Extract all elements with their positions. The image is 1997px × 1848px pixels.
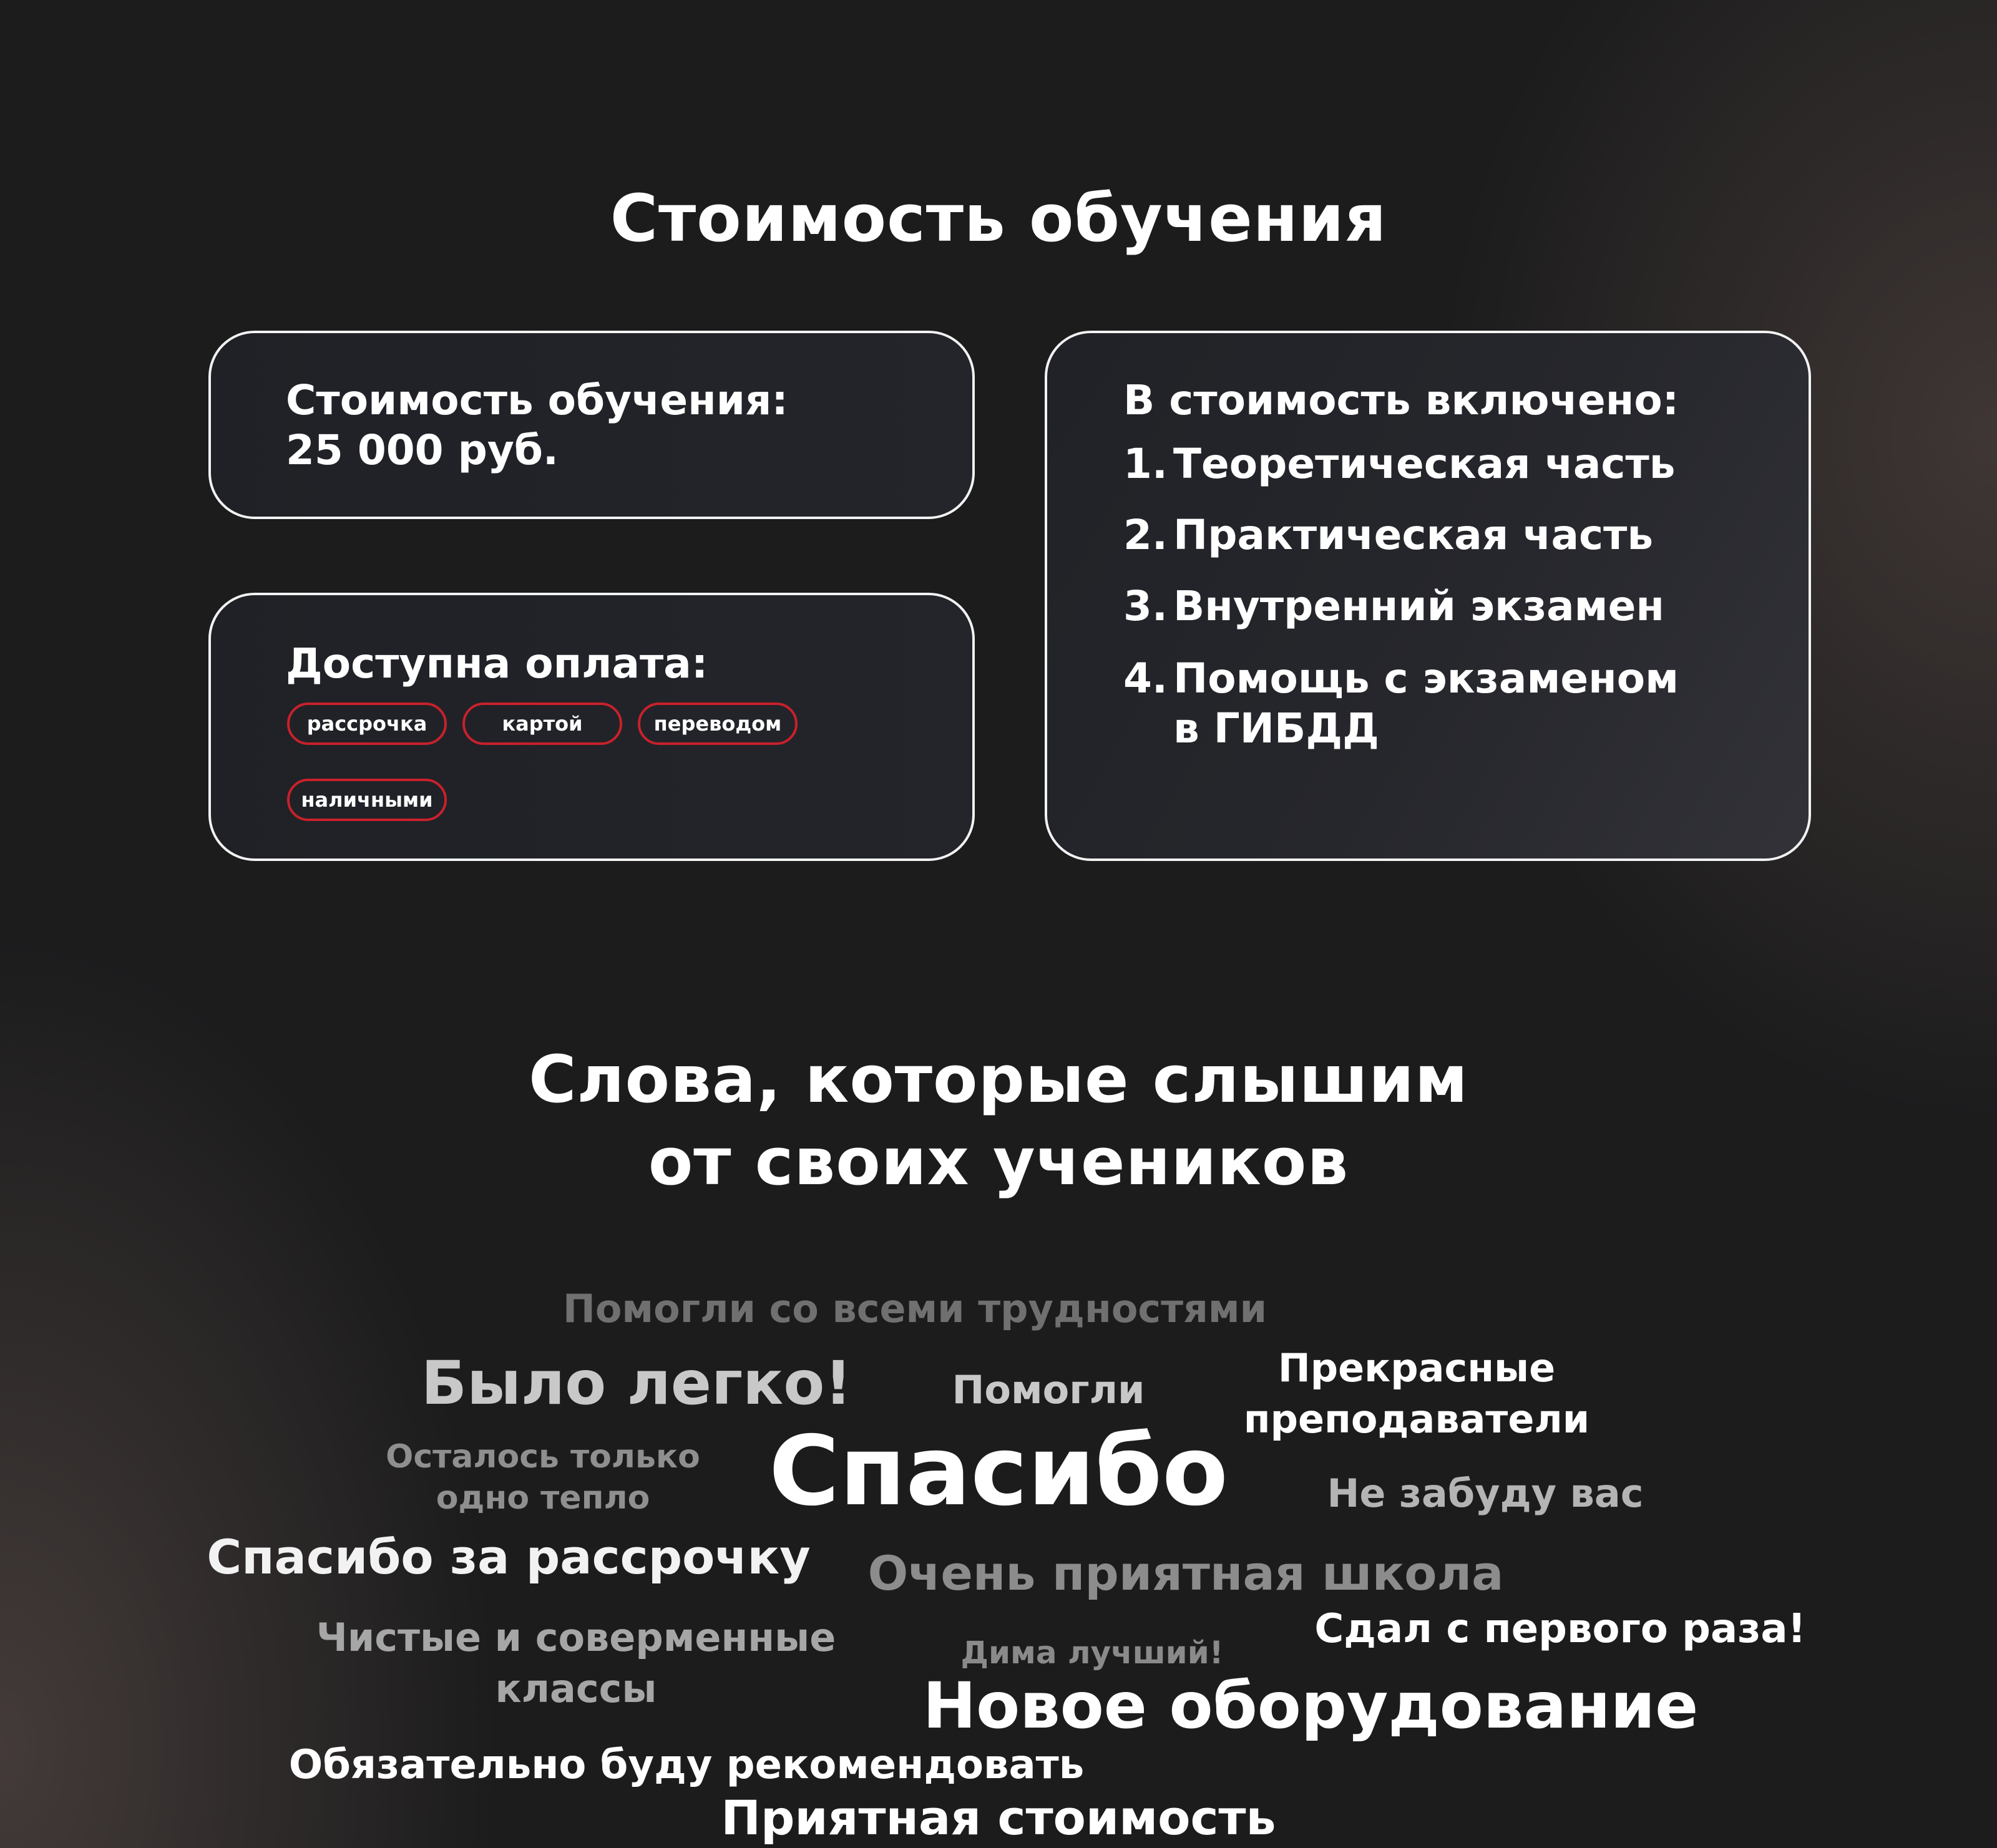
payment-chip-cash[interactable]: наличными <box>287 779 447 821</box>
review-word: Было легко! <box>421 1348 852 1418</box>
review-word-line2: преподаватели <box>1243 1396 1590 1442</box>
included-item <box>1123 654 1785 754</box>
included-item <box>1123 510 1785 560</box>
review-word: Спасибо за рассрочку <box>207 1529 811 1585</box>
payment-chip-installment[interactable]: рассрочка <box>287 703 447 745</box>
review-word: Помогли <box>952 1367 1145 1413</box>
price-card <box>208 331 975 519</box>
review-word <box>1211 1343 1623 1445</box>
review-word: Дима лучший! <box>960 1635 1224 1671</box>
payment-chip-transfer[interactable]: переводом <box>638 703 798 745</box>
review-word: Помогли со всеми трудностями <box>562 1286 1267 1331</box>
included-item-label-line1: Помощь с экзаменом <box>1173 654 1679 703</box>
review-word: Новое оборудование <box>922 1669 1699 1743</box>
review-word-line2: классы <box>495 1666 657 1711</box>
included-item-label: Практическая часть <box>1173 511 1654 559</box>
included-item <box>1123 439 1785 489</box>
review-word-line1: Осталось только <box>386 1438 700 1476</box>
payment-card <box>208 593 975 861</box>
payment-label: Доступна оплата: <box>286 640 708 688</box>
price-value: 25 000 руб. <box>286 426 559 474</box>
included-item <box>1123 581 1785 631</box>
included-item-label: Теоретическая часть <box>1173 440 1676 488</box>
review-word: Очень приятная школа <box>867 1545 1504 1601</box>
review-word: Сдал с первого раза! <box>1314 1606 1806 1652</box>
review-word: Обязательно буду рекомендовать <box>288 1742 1085 1788</box>
review-word <box>349 1436 736 1519</box>
review-word-line1: Чистые и соверменные <box>316 1615 836 1660</box>
reviews-title-line2: от своих учеников <box>648 1124 1349 1200</box>
review-word-line2: одно тепло <box>436 1479 650 1517</box>
included-item-number: 2. <box>1123 511 1168 559</box>
reviews-title-line1: Слова, которые слышим <box>529 1041 1468 1117</box>
price-label: Стоимость обучения: <box>286 376 788 424</box>
included-item-number: 3. <box>1123 582 1168 630</box>
included-title: В стоимость включено: <box>1123 376 1679 424</box>
included-card <box>1045 331 1811 861</box>
review-word-line1: Прекрасные <box>1277 1345 1556 1391</box>
included-item-number: 4. <box>1123 654 1168 703</box>
review-word: Приятная стоимость <box>721 1790 1276 1846</box>
payment-chip-card[interactable]: картой <box>462 703 622 745</box>
included-item-label-line2: в ГИБДД <box>1173 704 1379 752</box>
included-item-label: Внутренний экзамен <box>1173 582 1664 630</box>
pricing-title: Стоимость обучения <box>610 180 1387 256</box>
review-word: Не забуду вас <box>1327 1471 1644 1516</box>
review-word: Спасибо <box>769 1416 1228 1527</box>
included-item-number: 1. <box>1123 440 1168 488</box>
review-word <box>275 1612 877 1714</box>
